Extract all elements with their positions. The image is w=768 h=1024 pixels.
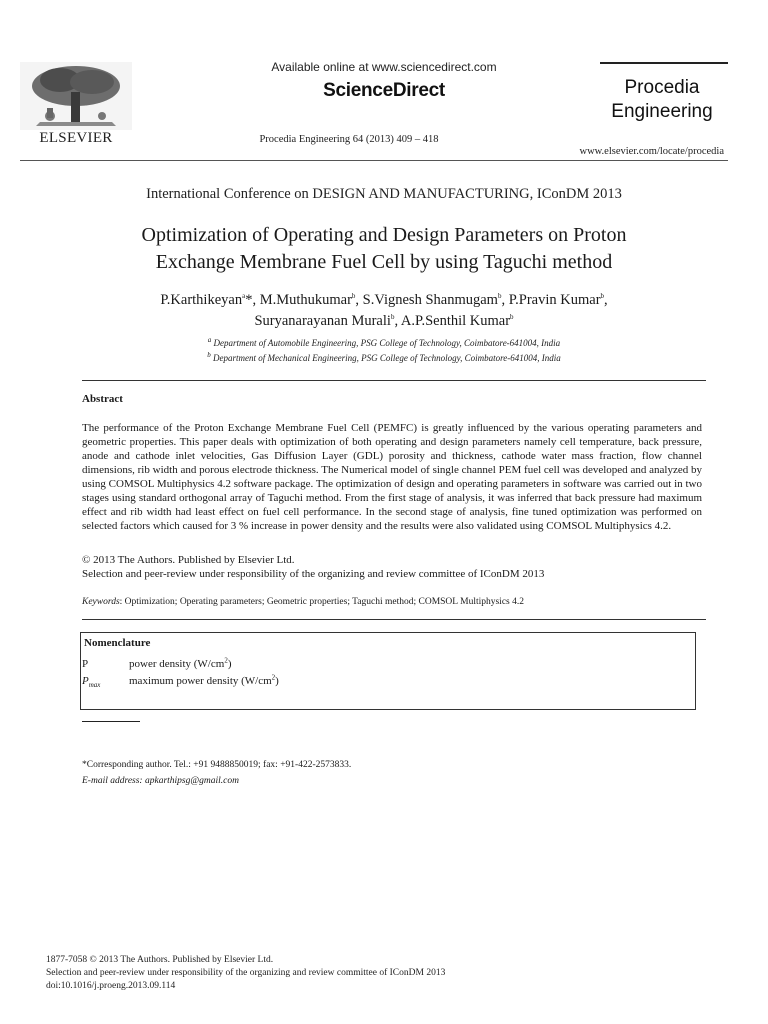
available-online-text: Available online at www.sciencedirect.com: [271, 60, 497, 74]
publisher-logo-text: ELSEVIER: [39, 130, 113, 146]
journal-name: [600, 76, 724, 124]
keywords-label: Keywords: [82, 597, 120, 607]
affiliation-a: [60, 338, 708, 348]
symbol-text: P: [82, 658, 89, 670]
email-label: E-mail address:: [82, 776, 143, 786]
author-affil-mark: b: [497, 292, 502, 301]
abstract-heading: Abstract: [82, 393, 123, 405]
author-affil-mark: b: [510, 313, 514, 322]
author-list: [60, 290, 708, 332]
affiliation-text: Department of Automobile Engineering, PSG College of Technology, Coimbatore-641004, India: [213, 338, 561, 348]
copyright-line: © 2013 The Authors. Published by Elsevier Ltd.: [82, 554, 295, 566]
author-affil-mark: b: [390, 313, 395, 322]
journal-url: www.elsevier.com/locate/procedia: [579, 146, 724, 157]
journal-name-rule: [600, 62, 728, 64]
abstract-body: The performance of the Proton Exchange Membrane Fuel Cell (PEMFC) is greatly influenced by the various operating parameters and geometric properties. This paper deals with optimization of both operating and design parameters namely cell temperature, back pressure, anode and cathode inlet velocities, Gas Diffusion Layer (GDL) porosity and thickness, cathode water mass fraction, flow channel dimensions, rib width and porous electrode thickness. The Numerical model of single channel PEM fuel cell was developed and analyzed by using COMSOL Multiphysics 4.2 software package. The optimization of design and operating parameters in software was carried out in two stages using standard orthogonal array of Taguchi method. From the first stage of analysis, it was inferred that back pressure had maximum effect and rib width had least effect on fuel cell performance. In the second stage of analysis, fine tuned optimization was performed on selected factors which caused for 3 % increase in power density and the results were also validated using COMSOL Multiphysics 4.2.: [82, 422, 702, 532]
author-separator: ,: [355, 292, 360, 308]
footer-doi[interactable]: doi:10.1016/j.proeng.2013.09.114: [46, 981, 176, 991]
conference-name: International Conference on DESIGN AND MANUFACTURING, IConDM 2013: [146, 186, 622, 202]
footer-issn: 1877-7058 © 2013 The Authors. Published by Elsevier Ltd.: [46, 955, 274, 965]
author-separator: *,: [245, 292, 257, 308]
author-affil-mark: b: [600, 292, 605, 301]
email-line: [82, 775, 239, 788]
desc-end: ): [275, 675, 279, 687]
author-name: Suryanarayanan Murali: [254, 313, 391, 329]
author-separator: ,: [604, 292, 608, 308]
journal-name-line1: Procedia: [624, 77, 700, 98]
nomenclature-box: [80, 632, 696, 710]
author-separator: ,: [394, 313, 399, 329]
footer-peer-review: Selection and peer-review under responsibility of the organizing and review committee of IConDM 2013: [46, 968, 446, 978]
nomenclature-description: [129, 658, 231, 670]
keywords-line: [82, 597, 524, 607]
author-line-1: [60, 290, 708, 311]
nomenclature-heading: Nomenclature: [84, 637, 151, 649]
affiliation-mark: a: [207, 336, 212, 344]
nomenclature-symbol: [82, 658, 88, 670]
author-name: P.Karthikeyan: [160, 292, 243, 308]
paper-title-line2: Exchange Membrane Fuel Cell by using Taguchi method: [155, 251, 613, 273]
author-name: S.Vignesh Shanmugam: [362, 292, 498, 308]
peer-review-line: Selection and peer-review under responsibility of the organizing and review committee of IConDM 2013: [82, 568, 545, 580]
nomenclature-symbol: [82, 675, 101, 690]
desc-end: ): [227, 658, 232, 670]
sciencedirect-logo-text: ScienceDirect: [323, 80, 445, 101]
desc-superscript: 2: [271, 673, 276, 682]
abstract-top-rule: [82, 380, 706, 381]
footnote-rule: [82, 721, 140, 722]
author-name: P.Pravin Kumar: [508, 292, 601, 308]
abstract-bottom-rule: [82, 619, 706, 620]
journal-reference: Procedia Engineering 64 (2013) 409 – 418: [259, 134, 439, 145]
desc-superscript: 2: [224, 656, 228, 665]
paper-title: [60, 222, 708, 276]
desc-text: power density (W/cm: [129, 658, 225, 670]
journal-name-line2: Engineering: [611, 101, 713, 122]
email-address[interactable]: apkarthipsg@gmail.com: [144, 776, 239, 786]
symbol-subscript: max: [88, 681, 101, 690]
affiliation-text: Department of Mechanical Engineering, PSG College of Technology, Coimbatore-641004, India: [212, 353, 561, 363]
author-affil-mark: a: [242, 292, 246, 301]
corresponding-author: *Corresponding author. Tel.: +91 9488850019; fax: +91-422-2573833.: [82, 760, 352, 770]
author-name: A.P.Senthil Kumar: [400, 313, 511, 329]
affiliation-mark: b: [207, 351, 211, 359]
header-divider: [20, 160, 728, 161]
desc-text: maximum power density (W/cm: [129, 675, 272, 687]
keywords-text: : Optimization; Operating parameters; Geometric properties; Taguchi method; COMSOL Multiphysics 4.2: [119, 597, 524, 607]
nomenclature-description: [129, 675, 279, 687]
author-separator: ,: [501, 292, 506, 308]
symbol-text: P: [82, 675, 89, 687]
affiliation-b: [60, 353, 708, 363]
author-line-2: [60, 311, 708, 332]
author-name: M.Muthukumar: [259, 292, 352, 308]
paper-title-line1: Optimization of Operating and Design Parameters on Proton: [141, 224, 627, 246]
author-affil-mark: b: [351, 292, 356, 301]
